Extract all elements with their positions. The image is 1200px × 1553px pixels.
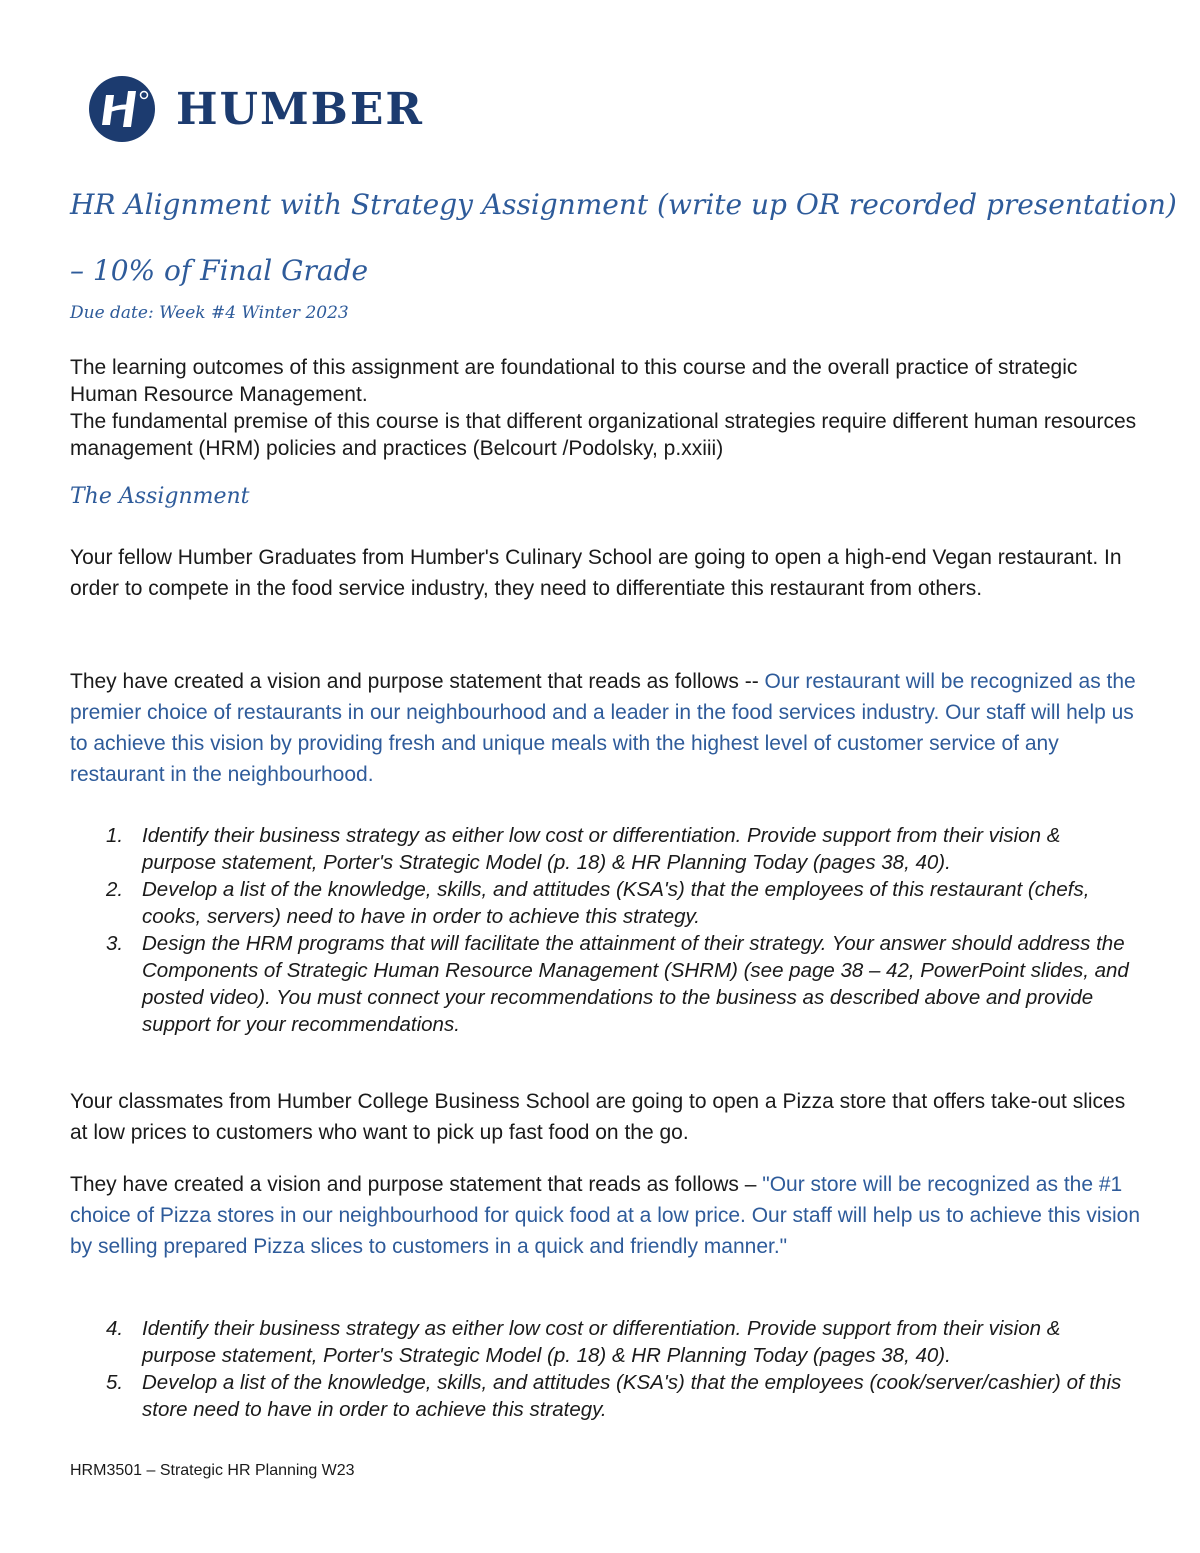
pizza-vision-paragraph (70, 1169, 1140, 1262)
list-item-text: Design the HRM programs that will facilitate the attainment of their strategy. Your answer should address the Components of Strategic Human Resource Management (SHRM) (see page 38 – 42, PowerPoint slides, and posted video). You must connect your recommendations to the business as described above and provide support for your recommendations. (142, 932, 1129, 1036)
assignment-title: HR Alignment with Strategy Assignment (write up OR recorded presentation) (70, 188, 1177, 221)
vegan-vision-quote: Our restaurant will be recognized as the premier choice of restaurants in our neighbourhood and a leader in the food services industry. Our staff will help us to achieve this vision by providing fresh and unique meals with the highest level of customer service of any restaurant in the neighbourhood. (70, 670, 1136, 786)
task-list-restaurant (70, 822, 1140, 1038)
pizza-vision-quote: "Our store will be recognized as the #1 choice of Pizza stores in our neighbourhood for quick food at a low price. Our staff will help us to achieve this vision by selling prepared Pizza slices to customers in a quick and friendly manner." (70, 1173, 1141, 1258)
list-item (70, 876, 1140, 930)
list-item-number: 4. (106, 1317, 124, 1340)
list-item (70, 1369, 1140, 1423)
vegan-vision-lead: They have created a vision and purpose statement that reads as follows -- (70, 670, 765, 693)
section-heading-assignment: The Assignment (70, 484, 250, 509)
list-item-number: 2. (106, 878, 124, 901)
list-item-text: Identify their business strategy as either low cost or differentiation. Provide support from their vision & purpose statement, Porter's Strategic Model (p. 18) & HR Planning Today (pages 38, 40). (142, 1317, 1061, 1367)
due-date: Due date: Week #4 Winter 2023 (70, 303, 349, 323)
list-item (70, 822, 1140, 876)
vegan-vision-paragraph (70, 666, 1140, 790)
pizza-intro-paragraph: Your classmates from Humber College Business School are going to open a Pizza store that offers take-out slices at low prices to customers who want to pick up fast food on the go. (70, 1090, 1126, 1144)
intro-text-2: The fundamental premise of this course is that different organizational strategies require different human resources management (HRM) policies and practices (Belcourt /Podolsky, p.xxiii) (70, 410, 1137, 460)
logo-wordmark: HUMBER (176, 83, 424, 135)
pizza-vision-lead: They have created a vision and purpose statement that reads as follows – (70, 1173, 763, 1196)
intro-text-1: The learning outcomes of this assignment are foundational to this course and the overall practice of strategic Human Resource Management. (70, 356, 1078, 406)
list-item-number: 1. (106, 824, 124, 847)
list-item-number: 3. (106, 932, 124, 955)
list-item-text: Identify their business strategy as either low cost or differentiation. Provide support from their vision & purpose statement, Porter's Strategic Model (p. 18) & HR Planning Today (pages 38, 40). (142, 824, 1061, 874)
list-item (70, 930, 1140, 1038)
grade-weight-heading: – 10% of Final Grade (70, 254, 369, 287)
list-item-text: Develop a list of the knowledge, skills, and attitudes (KSA's) that the employees (cook/server/cashier) of this store need to have in order to achieve this strategy. (142, 1371, 1122, 1421)
list-item (70, 1315, 1140, 1369)
page-footer: HRM3501 – Strategic HR Planning W23 (70, 1462, 355, 1479)
intro-paragraph (70, 354, 1140, 462)
vegan-intro-paragraph: Your fellow Humber Graduates from Humber's Culinary School are going to open a high-end Vegan restaurant. In order to compete in the food service industry, they need to differentiate this restaurant from others. (70, 546, 1122, 600)
humber-emblem-icon (88, 75, 156, 143)
list-item-number: 5. (106, 1371, 124, 1394)
list-item-text: Develop a list of the knowledge, skills, and attitudes (KSA's) that the employees of this restaurant (chefs, cooks, servers) need to have in order to achieve this strategy. (142, 878, 1090, 928)
task-list-pizza (70, 1315, 1140, 1423)
humber-logo (88, 74, 424, 144)
